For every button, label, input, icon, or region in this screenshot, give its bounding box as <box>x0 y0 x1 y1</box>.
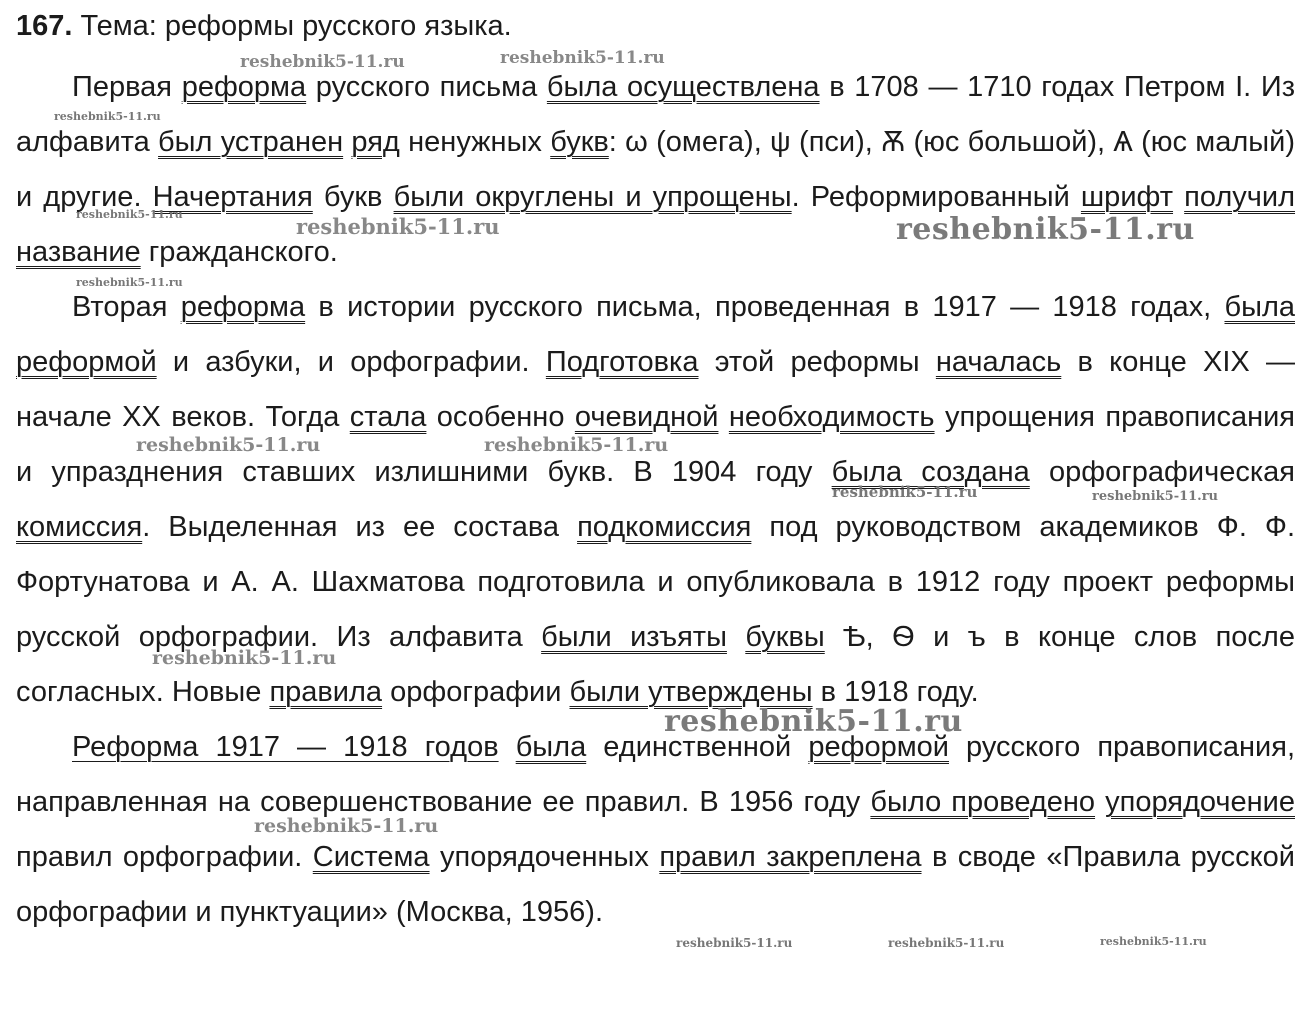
watermark: reshebnik5-11.ru <box>76 276 183 289</box>
underlined-word: букв <box>550 126 609 158</box>
underlined-word: была создана <box>831 456 1030 488</box>
underlined-word: получил название <box>16 181 1296 268</box>
underlined-word: Реформа 1917 — 1918 годов <box>72 731 499 763</box>
watermark: reshebnik5-11.ru <box>240 52 405 72</box>
text-segment: под руководством академиков Ф. Ф. Фортунатова и А. А. Шахматова подготовила и опубликовала в 1912 году проект реформы русской орфографии. Из алфавита <box>16 511 1296 653</box>
watermark: reshebnik5-11.ru <box>1092 489 1219 504</box>
watermark: reshebnik5-11.ru <box>484 434 669 456</box>
underlined-word: очевидной <box>574 401 719 433</box>
underlined-word: стала <box>349 401 427 433</box>
underlined-word: был устранен <box>158 126 344 158</box>
exercise-number: 167. <box>16 10 73 42</box>
watermark: reshebnik5-11.ru <box>152 647 337 669</box>
text-segment: Первая <box>72 71 182 103</box>
text-segment: . Реформированный <box>791 181 1081 213</box>
paragraph-3 <box>16 720 1295 940</box>
text-segment: единственной <box>586 731 809 763</box>
underlined-word: реформа <box>180 291 306 323</box>
text-segment: : ω (омега), ψ (пси), Ѫ (юс большой), Ѧ (юс малый) и другие. <box>16 126 1295 213</box>
underlined-word: реформой <box>808 731 949 763</box>
text-segment: гражданского. <box>140 236 338 268</box>
exercise-header <box>16 6 1295 46</box>
text-segment: особенно <box>426 401 575 433</box>
text-segment <box>1173 181 1184 213</box>
underlined-word: реформа <box>181 71 307 103</box>
text-segment: Вторая <box>72 291 181 323</box>
text-segment: в 1708 — 1710 годах Петром I. Из алфавита <box>16 71 1295 158</box>
watermark: reshebnik5-11.ru <box>888 936 1005 950</box>
text-segment: в истории русского письма, проведенная в 1917 — 1918 годах, <box>305 291 1225 323</box>
underlined-word: правил закреплена <box>659 841 922 873</box>
text-segment: в своде «Правила русской орфографии и пунктуации» (Москва, 1956). <box>16 841 1296 928</box>
text-segment: в конце XIX — начале XX веков. Тогда <box>16 346 1295 433</box>
text-segment: русского правописания, направленная на совершенствование ее правил. В 1956 году <box>16 731 1296 818</box>
text-segment: упрощения правописания и упразднения ставших излишними букв. В 1904 году <box>16 401 1295 488</box>
underlined-word: ряд <box>351 126 400 158</box>
underlined-word: необходимость <box>728 401 935 433</box>
underlined-word: была осуществлена <box>546 71 820 103</box>
text-segment: Ѣ, Ѳ и ъ в конце слов после согласных. Новые <box>16 621 1295 708</box>
text-segment: . Выделенная из ее состава <box>142 511 578 543</box>
watermark: reshebnik5-11.ru <box>296 214 500 239</box>
underlined-word: правила <box>269 676 383 708</box>
watermark: reshebnik5-11.ru <box>676 936 793 950</box>
text-segment <box>718 401 728 433</box>
underlined-word: шрифт <box>1080 181 1174 213</box>
text-segment: и азбуки, и орфографии. <box>156 346 546 378</box>
text-segment: правил орфографии. <box>16 841 313 873</box>
text-segment: упорядоченных <box>429 841 660 873</box>
watermark: reshebnik5-11.ru <box>136 434 321 456</box>
underlined-word: подкомиссия <box>577 511 752 543</box>
watermark: reshebnik5-11.ru <box>896 212 1195 247</box>
underlined-word: буквы <box>745 621 825 653</box>
watermark: reshebnik5-11.ru <box>254 815 439 837</box>
watermark: reshebnik5-11.ru <box>832 483 978 501</box>
text-segment: орфографическая <box>1029 456 1295 488</box>
text-segment: орфографии <box>382 676 570 708</box>
underlined-word: были изъяты <box>541 621 727 653</box>
text-segment: в 1918 году. <box>812 676 979 708</box>
paragraph-2 <box>16 280 1295 720</box>
watermark: reshebnik5-11.ru <box>54 110 161 123</box>
underlined-word: Подготовка <box>545 346 699 378</box>
text-segment <box>727 621 745 653</box>
watermark: reshebnik5-11.ru <box>500 48 665 68</box>
underlined-word: было проведено <box>870 786 1096 818</box>
text-segment: русского письма <box>306 71 547 103</box>
exercise-topic: Тема: реформы русского языка. <box>80 10 512 42</box>
watermark: reshebnik5-11.ru <box>664 704 963 739</box>
text-segment: букв <box>312 181 394 213</box>
underlined-word: была <box>515 731 587 763</box>
text-segment: ненужных <box>399 126 551 158</box>
underlined-word: комиссия <box>16 511 143 543</box>
underlined-word: началась <box>935 346 1062 378</box>
text-segment: этой реформы <box>698 346 936 378</box>
text-segment <box>499 731 516 763</box>
underlined-word: были округлены и упрощены <box>393 181 792 213</box>
watermark: reshebnik5-11.ru <box>1100 935 1207 948</box>
text-segment <box>1095 786 1105 818</box>
underlined-word: была реформой <box>16 291 1295 378</box>
watermark: reshebnik5-11.ru <box>76 208 183 221</box>
underlined-word: упорядочение <box>1105 786 1295 818</box>
underlined-word: Начертания <box>152 181 313 213</box>
underlined-word: были утверждены <box>569 676 813 708</box>
paragraph-1 <box>16 60 1295 280</box>
exercise-page <box>16 6 1295 940</box>
underlined-word: Система <box>312 841 430 873</box>
